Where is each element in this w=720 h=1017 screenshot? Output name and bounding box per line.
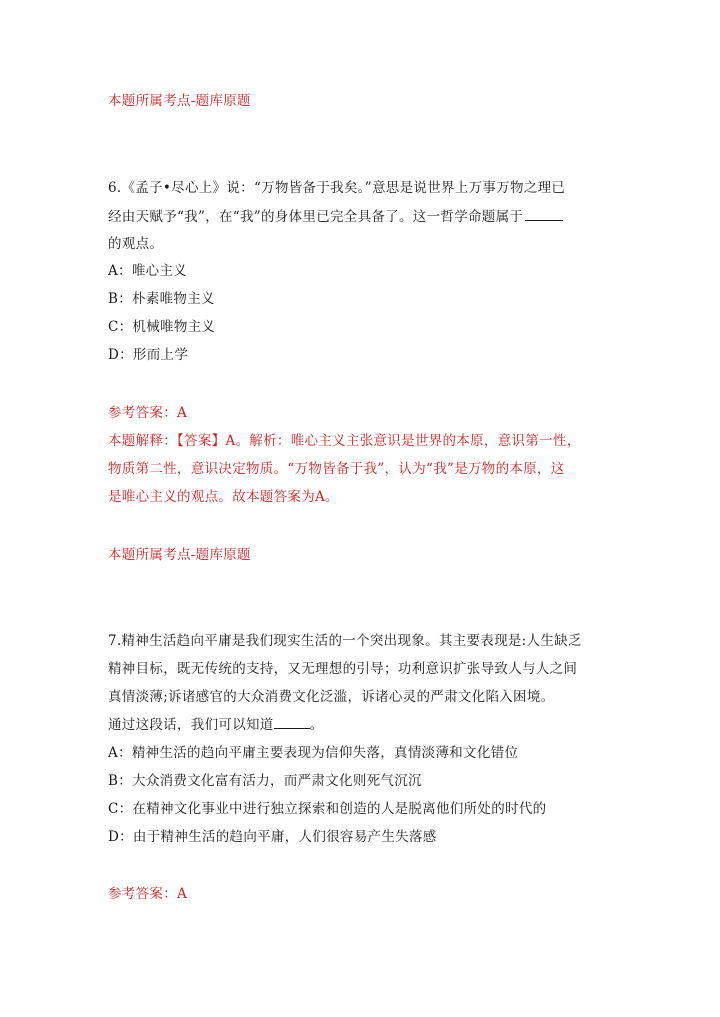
question-6-stem-line-2-text: 经由天赋予“我”，在“我”的身体里已完全具备了。这一哲学命题属于 [108,209,524,225]
question-7-stem-line-2: 精神目标，既无传统的支持，又无理想的引导；功利意识扩张导致人与人之间 [108,661,578,677]
question-7-option-c: C：在精神文化事业中进行独立探索和创造的人是脱离他们所处的时代的 [108,801,547,817]
question-7-stem-line-4 [108,715,323,735]
answer-blank [274,715,310,729]
question-6-option-b: B：朴素唯物主义 [108,291,215,307]
question-6-option-d: D：形而上学 [108,347,189,363]
question-6-stem-line-1: 6.《孟子•尽心上》说：“万物皆备于我矣。”意思是说世界上万事万物之理已 [108,180,566,196]
question-7-stem-line-3: 真情淡薄;诉诸感官的大众消费文化泛滥，诉诸心灵的严肃文化陷入困境。 [108,689,555,705]
question-6-answer: 参考答案：A [108,405,188,421]
question-6-explanation-line-2: 物质第二性，意识决定物质。“万物皆备于我”，认为“我”是万物的本原，这 [108,461,565,477]
question-7-option-d: D：由于精神生活的趋向平庸，人们很容易产生失落感 [108,829,437,845]
source-label-top: 本题所属考点-题库原题 [108,93,251,109]
answer-blank [525,207,563,221]
question-7-answer: 参考答案：A [108,886,188,902]
question-7-stem-line-1: 7.精神生活趋向平庸是我们现实生活的一个突出现象。其主要表现是:人生缺乏 [108,633,582,649]
question-7-stem-line-4-text: 通过这段话，我们可以知道 [108,717,274,733]
question-6-explanation-line-1: 本题解释：【答案】A。解析：唯心主义主张意识是世界的本原，意识第一性， [108,433,581,449]
source-label-question-6: 本题所属考点-题库原题 [108,547,251,563]
question-6-option-a: A：唯心主义 [108,263,188,279]
question-6-stem-line-3: 的观点。 [108,236,164,252]
question-7-option-b: B：大众消费文化富有活力，而严肃文化则死气沉沉 [108,773,422,789]
question-7-option-a: A：精神生活的趋向平庸主要表现为信仰失落，真情淡薄和文化错位 [108,745,519,761]
question-6-stem-line-2 [108,207,563,227]
question-7-stem-line-4-end: 。 [309,717,324,733]
question-6-explanation-line-3: 是唯心主义的观点。故本题答案为A。 [108,489,339,505]
question-6-option-c: C：机械唯物主义 [108,319,216,335]
